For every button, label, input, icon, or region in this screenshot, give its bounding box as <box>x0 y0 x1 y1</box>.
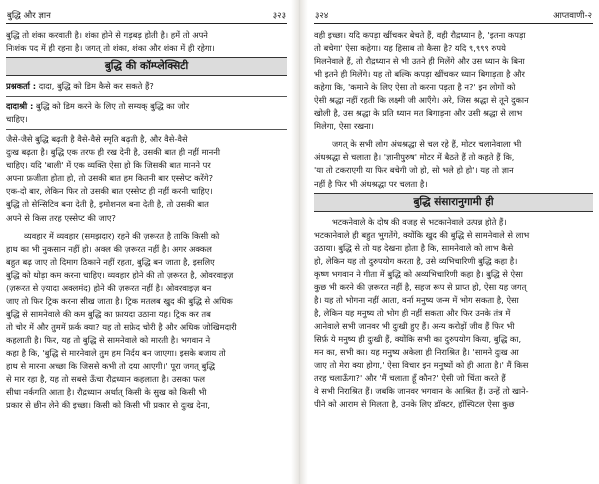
text-line: बुद्धि से सामनेवाले की कम बुद्धि का फ़ायदा उठाना यह। ट्रिक कर तब <box>6 308 211 319</box>
right-header-title: आप्तवाणी-२ <box>553 11 592 21</box>
text-line: सीधा नर्कगति आता है। रौद्रध्यान अर्थात् किसी के सुख को किसी भी <box>6 387 207 398</box>
divider <box>6 96 287 97</box>
text-line: जैसे-जैसे बुद्धि बढ़ती है वैसे-वैसे स्मृति बढ़ती है, और वैसे-वैसे <box>6 134 188 145</box>
text-line: बुद्धि तो शंका करवाती है। शंका होने से गड़बड़ होती है। हमें तो अपने <box>6 30 208 40</box>
answer-text: बुद्धि को डिम करने के लिए तो सम्यक् बुद्धि का जोर <box>35 101 190 112</box>
text-line: दुःख बढ़ता है। बुद्धि एक तरफ ही रख देनी है, उसकी बात ही नहीं माननी <box>6 147 221 158</box>
text-line: तो चोर में और तुममें फ़र्क क्या? यह तो सफ़ेद चोरी है और अधिक जोखिमदारी <box>6 321 237 332</box>
text-line: भटकनेवाले के दोष की वजह से भटकानेवाले उत्पन्न होते हैं। <box>332 216 507 227</box>
right-page-header <box>314 0 593 24</box>
text-line: कहा है कि, 'बुद्धि से मारनेवाले तुम हम निर्दय बन जाएगा। इसके बजाय तो <box>6 347 226 358</box>
right-paragraph-1 <box>314 29 593 133</box>
text-line: कुछ भी करने की ज़रूरत नहीं है, सहज रूप से प्राप्त हो, ऐसा यह जगत् <box>314 281 527 292</box>
text-line: मिलनेवाले हैं, तो रौद्रध्यान से भी उतने ही मिलेंगे और उस ध्यान के बिना <box>314 56 525 67</box>
text-line: से मार रहा है, यह तो सबसे ऊँचा रौद्रध्यान कहलाता है। उसका फल <box>6 374 206 385</box>
text-line: कहेगा कि, 'कमाने के लिए ऐसा तो करना पड़ता है न?' इन लोगों को <box>314 82 516 93</box>
text-line: वही इच्छा। यदि कपड़ा खींचकर बेचते हैं, वही रौद्रध्यान है, 'इतना कपड़ा <box>314 30 526 40</box>
text-line: वे सभी निराश्रित हैं। जबकि जानवर भगवान के आश्रित हैं। उन्हें तो खाने- <box>314 386 529 397</box>
text-line: मन का, सभी का। यह मनुष्य अकेला ही निराश्रित है। 'सामने दुःख आ <box>314 347 519 358</box>
text-line: निःशंक पद में ही रहना है। जगत् तो शंका, शंका और शंका में ही रहेगा। <box>6 43 215 54</box>
left-page <box>0 0 291 484</box>
section-heading: बुद्धि की कॉम्प्लेक्सिटी <box>6 57 287 76</box>
text-line: व्यवहार में व्यवहार (समझदार) रहने की ज़रूरत है ताकि किसी को <box>24 230 220 241</box>
text-line: भी इतने ही मिलेंगे। यह तो बल्कि कपड़ा खींचकर ध्यान बिगाड़ता है और <box>314 69 525 80</box>
text-line: ऐसी श्रद्धा नहीं रहती कि लक्ष्मी जी आएँगे। अरे, जिस श्रद्धा से तूने दुकान <box>314 95 529 106</box>
text-line: आनेवाले सभी जानवर भी दुःखी हुए हैं। अन्य करोड़ों जीव हैं फिर भी <box>314 320 515 331</box>
text-line: नहीं है फिर भी अंधश्रद्धा पर चलता है। <box>314 178 428 189</box>
text-line: है, लेकिन यह मनुष्य तो भोग ही नहीं सकता और फिर उनके तंत्र में <box>314 307 511 318</box>
left-intro <box>6 29 287 55</box>
text-line: जाए तो फिर ट्रिक करना सीख जाता है। ट्रिक मतलब खुद की बुद्धि से अधिक <box>6 295 233 306</box>
text-line: बुद्धि तो सेन्सिटिव बना देती है, इमोशनल बना देती है, तो उसकी बात <box>6 199 209 210</box>
text-line: तरह चलाऊँगा?' और 'मैं चलाता हूँ कौन?' ऐसी जो चिंता करते हैं <box>314 373 506 384</box>
text-line: उठाया। बुद्धि से तो यह देखना होता है कि, सामनेवाले को लाभ कैसे <box>314 242 514 253</box>
left-paragraph-2 <box>6 230 287 413</box>
text-line: चाहिए। यदि 'बाली' में एक व्यक्ति ऐसा हो कि जिसकी बात मानने पर <box>6 160 211 171</box>
left-page-header <box>6 0 287 24</box>
left-paragraph-1 <box>6 133 287 224</box>
text-line: 'या तो टकराएगी या फिर बचेगी जो हो, सो भले हो हो'। यह तो ज्ञान <box>314 165 514 176</box>
text-line: सिर्फ़ ये मनुष्य ही दुःखी हैं, क्योंकि सभी का दुरुपयोग किया, बुद्धि का, <box>314 333 522 344</box>
text-line: कहलाती है। फिर, यह तो बुद्धि से सामनेवाले को मारती है। भगवान ने <box>6 334 211 345</box>
question-label: प्रश्नकर्ता : <box>6 81 37 92</box>
question <box>6 80 287 93</box>
text-line: पीने को आराम से मिलता है, उनके लिए डॉक्टर, हॉस्पिटल ऐसा कुछ <box>314 399 515 410</box>
text-line: हाथ का भी नुकसान नहीं हो। अक्ल की ज़रूरत नहीं है। अगर अक्कल <box>6 243 212 254</box>
text-line: खोली है, उस श्रद्धा के प्रति ध्यान मत बिगाड़ना और उसी श्रद्धा से लाभ <box>314 108 523 119</box>
right-paragraph-3 <box>314 216 593 412</box>
text-line: चाहिए। <box>6 114 28 125</box>
text-line: (ज़रूरत से ज़्यादा अक्लमंद) होने की ज़रूरत नहीं है। ओवरवाइज़ बन <box>6 282 212 293</box>
text-line: हो, लेकिन यह तो दुरुपयोग करता है, उसे व्यभिचारिणी बुद्धि कहा है। <box>314 255 518 266</box>
text-line: एक-दो बार, लेकिन फिर तो उसकी बात एस्सेप्ट ही नहीं करनी चाहिए। <box>6 186 213 197</box>
text-line: जाए तो मेरा क्या होगा,' ऐसा विचार इन मनुष्यों को ही आता है।' मैं किस <box>314 360 529 371</box>
text-line: प्रकार से छीन लेने की इच्छा। किसी को किसी भी प्रकार से दुःख देना, <box>6 400 211 411</box>
text-line: मिलेगा, ऐसा रखना। <box>314 121 374 132</box>
book-gutter <box>291 0 308 484</box>
divider <box>6 129 287 130</box>
text-line: बुद्धि को थोड़ा कम करना चाहिए। व्यवहार होने की तो ज़रूरत है, ओवरवाइज़ <box>6 269 234 280</box>
text-line: जगत् के सभी लोग अंधश्रद्धा से चल रहे हैं, मोटर चलानेवाला भी <box>332 139 522 150</box>
text-line: है। यह तो भोगना नहीं आता, वर्ना मनुष्य जन्म में भोग सकता है, ऐसा <box>314 294 519 305</box>
text-line: तो बचेगा' ऐसा कहेगा। यह हिसाब तो कैसा है? यदि ९,९९९ रुपये <box>314 43 506 54</box>
section-heading: बुद्धि संसारानुगामी ही <box>314 193 593 212</box>
right-page <box>308 0 599 484</box>
text-line: कृष्ण भगवान ने गीता में बुद्धि को अव्यभिचारिणी कहा है। बुद्धि से ऐसा <box>314 268 523 279</box>
right-page-number: ३२४ <box>315 11 329 21</box>
left-page-number: ३२३ <box>272 11 286 21</box>
answer-label: दादाश्री : <box>6 101 34 112</box>
text-line: भटकानेवाले ही बहुत भुगतेंगे, क्योंकि खुद की बुद्धि से सामनेवाले से लाभ <box>314 229 530 240</box>
text-line: अंधश्रद्धा से चलाता है। 'ज्ञानीपुरुष' मोटर में बैठते हैं तो कहते हैं कि, <box>314 152 515 163</box>
text-line: अपना फ़जीता होता हो, तो उसकी बात हम कितनी बार एस्सेप्ट करेंगे? <box>6 173 213 184</box>
text-line: हाथ से मारना अच्छा कि जिससे कभी तो दया आएगी।' पूरा जगत् बुद्धि <box>6 361 216 372</box>
question-text: दादा, बुद्धि को डिम कैसे कर सकते हैं? <box>38 81 154 92</box>
answer <box>6 100 287 113</box>
text-line: बहुत बढ़ जाए तो दिमाग ठिकाने नहीं रहता, बुद्धि बन जाता है, इसलिए <box>6 256 215 267</box>
left-header-title: बुद्धि और ज्ञान <box>7 11 51 21</box>
right-paragraph-2 <box>314 138 593 190</box>
text-line: अपने से किस तरह एस्सेप्ट की जाए? <box>6 212 116 223</box>
